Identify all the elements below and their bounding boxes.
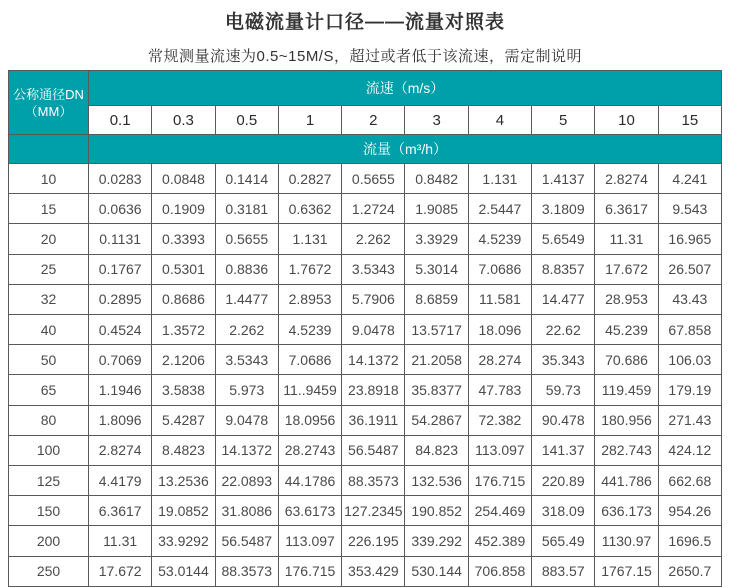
flow-value-cell: 0.3393	[152, 224, 215, 254]
dn-cell: 80	[9, 405, 89, 435]
flow-value-cell: 43.43	[658, 284, 721, 314]
flow-value-cell: 1.3572	[152, 315, 215, 345]
flow-value-cell: 0.5655	[342, 164, 405, 194]
flow-value-cell: 28.953	[595, 284, 658, 314]
dn-cell: 50	[9, 345, 89, 375]
flow-value-cell: 11.31	[595, 224, 658, 254]
velocity-value-cell: 15	[658, 106, 721, 135]
table-row	[9, 315, 722, 345]
velocity-value-cell: 0.3	[152, 106, 215, 135]
flow-title-row	[9, 135, 722, 164]
flow-value-cell: 9.0478	[342, 315, 405, 345]
flow-value-cell: 54.2867	[405, 405, 468, 435]
flow-value-cell: 28.274	[468, 345, 531, 375]
flow-value-cell: 2.8953	[278, 284, 341, 314]
table-row	[9, 375, 722, 405]
page-subtitle: 常规测量流速为0.5~15M/S，超过或者低于该流速，需定制说明	[148, 48, 582, 65]
flow-value-cell: 5.973	[215, 375, 278, 405]
flow-value-cell: 3.5343	[215, 345, 278, 375]
flow-value-cell: 226.195	[342, 526, 405, 556]
flow-value-cell: 636.173	[595, 496, 658, 526]
flow-value-cell: 4.4179	[89, 466, 152, 496]
flow-value-cell: 127.2345	[342, 496, 405, 526]
velocity-value-cell: 3	[405, 106, 468, 135]
flow-value-cell: 6.3617	[89, 496, 152, 526]
table-body	[9, 164, 722, 587]
flow-value-cell: 67.858	[658, 315, 721, 345]
flow-value-cell: 179.19	[658, 375, 721, 405]
flow-value-cell: 35.343	[532, 345, 595, 375]
flow-value-cell: 8.4823	[152, 435, 215, 465]
flow-value-cell: 339.292	[405, 526, 468, 556]
flow-value-cell: 53.0144	[152, 556, 215, 586]
flow-value-cell: 0.8836	[215, 254, 278, 284]
flow-value-cell: 113.097	[468, 435, 531, 465]
flow-value-cell: 282.743	[595, 435, 658, 465]
flow-value-cell: 0.3181	[215, 194, 278, 224]
flow-value-cell: 19.0852	[152, 496, 215, 526]
dn-cell: 150	[9, 496, 89, 526]
flow-value-cell: 56.5487	[342, 435, 405, 465]
flow-value-cell: 0.7069	[89, 345, 152, 375]
flow-header-cell: 流量（m³/h）	[89, 135, 722, 164]
flow-value-cell: 14.1372	[215, 435, 278, 465]
flow-value-cell: 0.0283	[89, 164, 152, 194]
flow-value-cell: 141.37	[532, 435, 595, 465]
flow-value-cell: 180.956	[595, 405, 658, 435]
flow-value-cell: 90.478	[532, 405, 595, 435]
flow-value-cell: 1.1946	[89, 375, 152, 405]
flow-value-cell: 441.786	[595, 466, 658, 496]
table-row	[9, 254, 722, 284]
flow-value-cell: 31.8086	[215, 496, 278, 526]
flow-value-cell: 1.4477	[215, 284, 278, 314]
flow-value-cell: 2.262	[342, 224, 405, 254]
flow-value-cell: 0.1414	[215, 164, 278, 194]
flow-value-cell: 56.5487	[215, 526, 278, 556]
flow-value-cell: 0.5301	[152, 254, 215, 284]
flow-value-cell: 1.2724	[342, 194, 405, 224]
flow-value-cell: 44.1786	[278, 466, 341, 496]
table-row	[9, 194, 722, 224]
flow-value-cell: 2650.7	[658, 556, 721, 586]
velocity-value-cell: 1	[278, 106, 341, 135]
flow-value-cell: 4.241	[658, 164, 721, 194]
flow-value-cell: 4.5239	[278, 315, 341, 345]
flow-value-cell: 254.469	[468, 496, 531, 526]
flow-value-cell: 8.8357	[532, 254, 595, 284]
flow-value-cell: 9.0478	[215, 405, 278, 435]
flow-value-cell: 70.686	[595, 345, 658, 375]
flow-value-cell: 530.144	[405, 556, 468, 586]
flow-value-cell: 353.429	[342, 556, 405, 586]
table-row	[9, 405, 722, 435]
flow-value-cell: 883.57	[532, 556, 595, 586]
flow-value-cell: 5.6549	[532, 224, 595, 254]
velocity-value-cell: 5	[532, 106, 595, 135]
flow-value-cell: 3.5838	[152, 375, 215, 405]
table-row	[9, 224, 722, 254]
flow-value-cell: 1130.97	[595, 526, 658, 556]
flow-value-cell: 1696.5	[658, 526, 721, 556]
flow-value-cell: 271.43	[658, 405, 721, 435]
flow-value-cell: 88.3573	[342, 466, 405, 496]
flow-value-cell: 28.2743	[278, 435, 341, 465]
flow-value-cell: 1.9085	[405, 194, 468, 224]
flow-value-cell: 1.8096	[89, 405, 152, 435]
velocity-value-cell: 0.5	[215, 106, 278, 135]
flow-value-cell: 14.477	[532, 284, 595, 314]
flow-value-cell: 72.382	[468, 405, 531, 435]
flow-value-cell: 13.5717	[405, 315, 468, 345]
dn-cell: 25	[9, 254, 89, 284]
flow-value-cell: 0.8482	[405, 164, 468, 194]
table-header	[9, 71, 722, 164]
flow-value-cell: 11.31	[89, 526, 152, 556]
velocity-header-cell: 流速（m/s）	[89, 71, 722, 106]
table-row	[9, 526, 722, 556]
flow-value-cell: 3.3929	[405, 224, 468, 254]
flow-value-cell: 14.1372	[342, 345, 405, 375]
flow-value-cell: 23.8918	[342, 375, 405, 405]
flow-value-cell: 17.672	[89, 556, 152, 586]
flow-value-cell: 0.2827	[278, 164, 341, 194]
velocity-value-cell: 0.1	[89, 106, 152, 135]
flow-value-cell: 3.5343	[342, 254, 405, 284]
flow-value-cell: 0.5655	[215, 224, 278, 254]
flow-value-cell: 0.0848	[152, 164, 215, 194]
velocity-values-row	[9, 106, 722, 135]
flow-value-cell: 2.8274	[89, 435, 152, 465]
flow-value-cell: 954.26	[658, 496, 721, 526]
corner-header-cell	[9, 71, 89, 135]
dn-cell: 200	[9, 526, 89, 556]
flow-value-cell: 1.131	[278, 224, 341, 254]
velocity-value-cell: 2	[342, 106, 405, 135]
flow-value-cell: 21.2058	[405, 345, 468, 375]
flow-value-cell: 0.1909	[152, 194, 215, 224]
flow-value-cell: 5.7906	[342, 284, 405, 314]
flow-value-cell: 11..9459	[278, 375, 341, 405]
flow-value-cell: 2.8274	[595, 164, 658, 194]
velocity-title-row	[9, 71, 722, 106]
flow-value-cell: 106.03	[658, 345, 721, 375]
dn-cell: 100	[9, 435, 89, 465]
flow-value-cell: 176.715	[468, 466, 531, 496]
flow-value-cell: 18.0956	[278, 405, 341, 435]
table-row	[9, 556, 722, 586]
flow-value-cell: 18.096	[468, 315, 531, 345]
flow-value-cell: 7.0686	[278, 345, 341, 375]
flow-value-cell: 113.097	[278, 526, 341, 556]
flow-value-cell: 59.73	[532, 375, 595, 405]
flow-value-cell: 220.89	[532, 466, 595, 496]
page-title: 电磁流量计口径——流量对照表	[224, 12, 505, 33]
flow-value-cell: 0.2895	[89, 284, 152, 314]
flow-value-cell: 22.62	[532, 315, 595, 345]
flow-value-cell: 88.3573	[215, 556, 278, 586]
flow-value-cell: 119.459	[595, 375, 658, 405]
flow-value-cell: 662.68	[658, 466, 721, 496]
flow-value-cell: 11.581	[468, 284, 531, 314]
dn-cell: 250	[9, 556, 89, 586]
dn-cell: 40	[9, 315, 89, 345]
flow-value-cell: 3.1809	[532, 194, 595, 224]
flow-value-cell: 1.4137	[532, 164, 595, 194]
dn-cell: 10	[9, 164, 89, 194]
flow-header-spacer-cell	[9, 135, 89, 164]
flow-value-cell: 5.3014	[405, 254, 468, 284]
flow-value-cell: 33.9292	[152, 526, 215, 556]
corner-header-line1: 公称通径DN	[13, 86, 84, 102]
flow-value-cell: 2.262	[215, 315, 278, 345]
flow-value-cell: 26.507	[658, 254, 721, 284]
flow-value-cell: 318.09	[532, 496, 595, 526]
flow-value-cell: 63.6173	[278, 496, 341, 526]
flow-value-cell: 36.1911	[342, 405, 405, 435]
flow-comparison-table	[8, 70, 722, 587]
flow-value-cell: 0.1131	[89, 224, 152, 254]
table-row	[9, 284, 722, 314]
flow-value-cell: 2.5447	[468, 194, 531, 224]
flow-value-cell: 132.536	[405, 466, 468, 496]
flow-value-cell: 706.858	[468, 556, 531, 586]
flow-value-cell: 5.4287	[152, 405, 215, 435]
corner-header-line2: （MM）	[24, 103, 73, 119]
flow-value-cell: 424.12	[658, 435, 721, 465]
table-row	[9, 345, 722, 375]
flow-value-cell: 7.0686	[468, 254, 531, 284]
flow-value-cell: 84.823	[405, 435, 468, 465]
flow-value-cell: 45.239	[595, 315, 658, 345]
table-row	[9, 435, 722, 465]
flow-value-cell: 0.6362	[278, 194, 341, 224]
flow-value-cell: 1767.15	[595, 556, 658, 586]
dn-cell: 20	[9, 224, 89, 254]
flow-value-cell: 0.1767	[89, 254, 152, 284]
flow-value-cell: 13.2536	[152, 466, 215, 496]
flow-value-cell: 22.0893	[215, 466, 278, 496]
flow-value-cell: 0.4524	[89, 315, 152, 345]
flow-value-cell: 47.783	[468, 375, 531, 405]
flow-value-cell: 16.965	[658, 224, 721, 254]
dn-cell: 65	[9, 375, 89, 405]
dn-cell: 125	[9, 466, 89, 496]
table-row	[9, 496, 722, 526]
flow-value-cell: 8.6859	[405, 284, 468, 314]
flow-value-cell: 1.131	[468, 164, 531, 194]
flow-value-cell: 9.543	[658, 194, 721, 224]
flow-value-cell: 190.852	[405, 496, 468, 526]
flow-value-cell: 565.49	[532, 526, 595, 556]
velocity-value-cell: 4	[468, 106, 531, 135]
flow-value-cell: 4.5239	[468, 224, 531, 254]
dn-cell: 32	[9, 284, 89, 314]
flow-value-cell: 17.672	[595, 254, 658, 284]
flow-value-cell: 452.389	[468, 526, 531, 556]
flow-value-cell: 0.8686	[152, 284, 215, 314]
table-row	[9, 466, 722, 496]
flow-value-cell: 2.1206	[152, 345, 215, 375]
flow-value-cell: 6.3617	[595, 194, 658, 224]
flow-value-cell: 1.7672	[278, 254, 341, 284]
flow-value-cell: 176.715	[278, 556, 341, 586]
flow-value-cell: 35.8377	[405, 375, 468, 405]
table-row	[9, 164, 722, 194]
flow-value-cell: 0.0636	[89, 194, 152, 224]
velocity-value-cell: 10	[595, 106, 658, 135]
dn-cell: 15	[9, 194, 89, 224]
